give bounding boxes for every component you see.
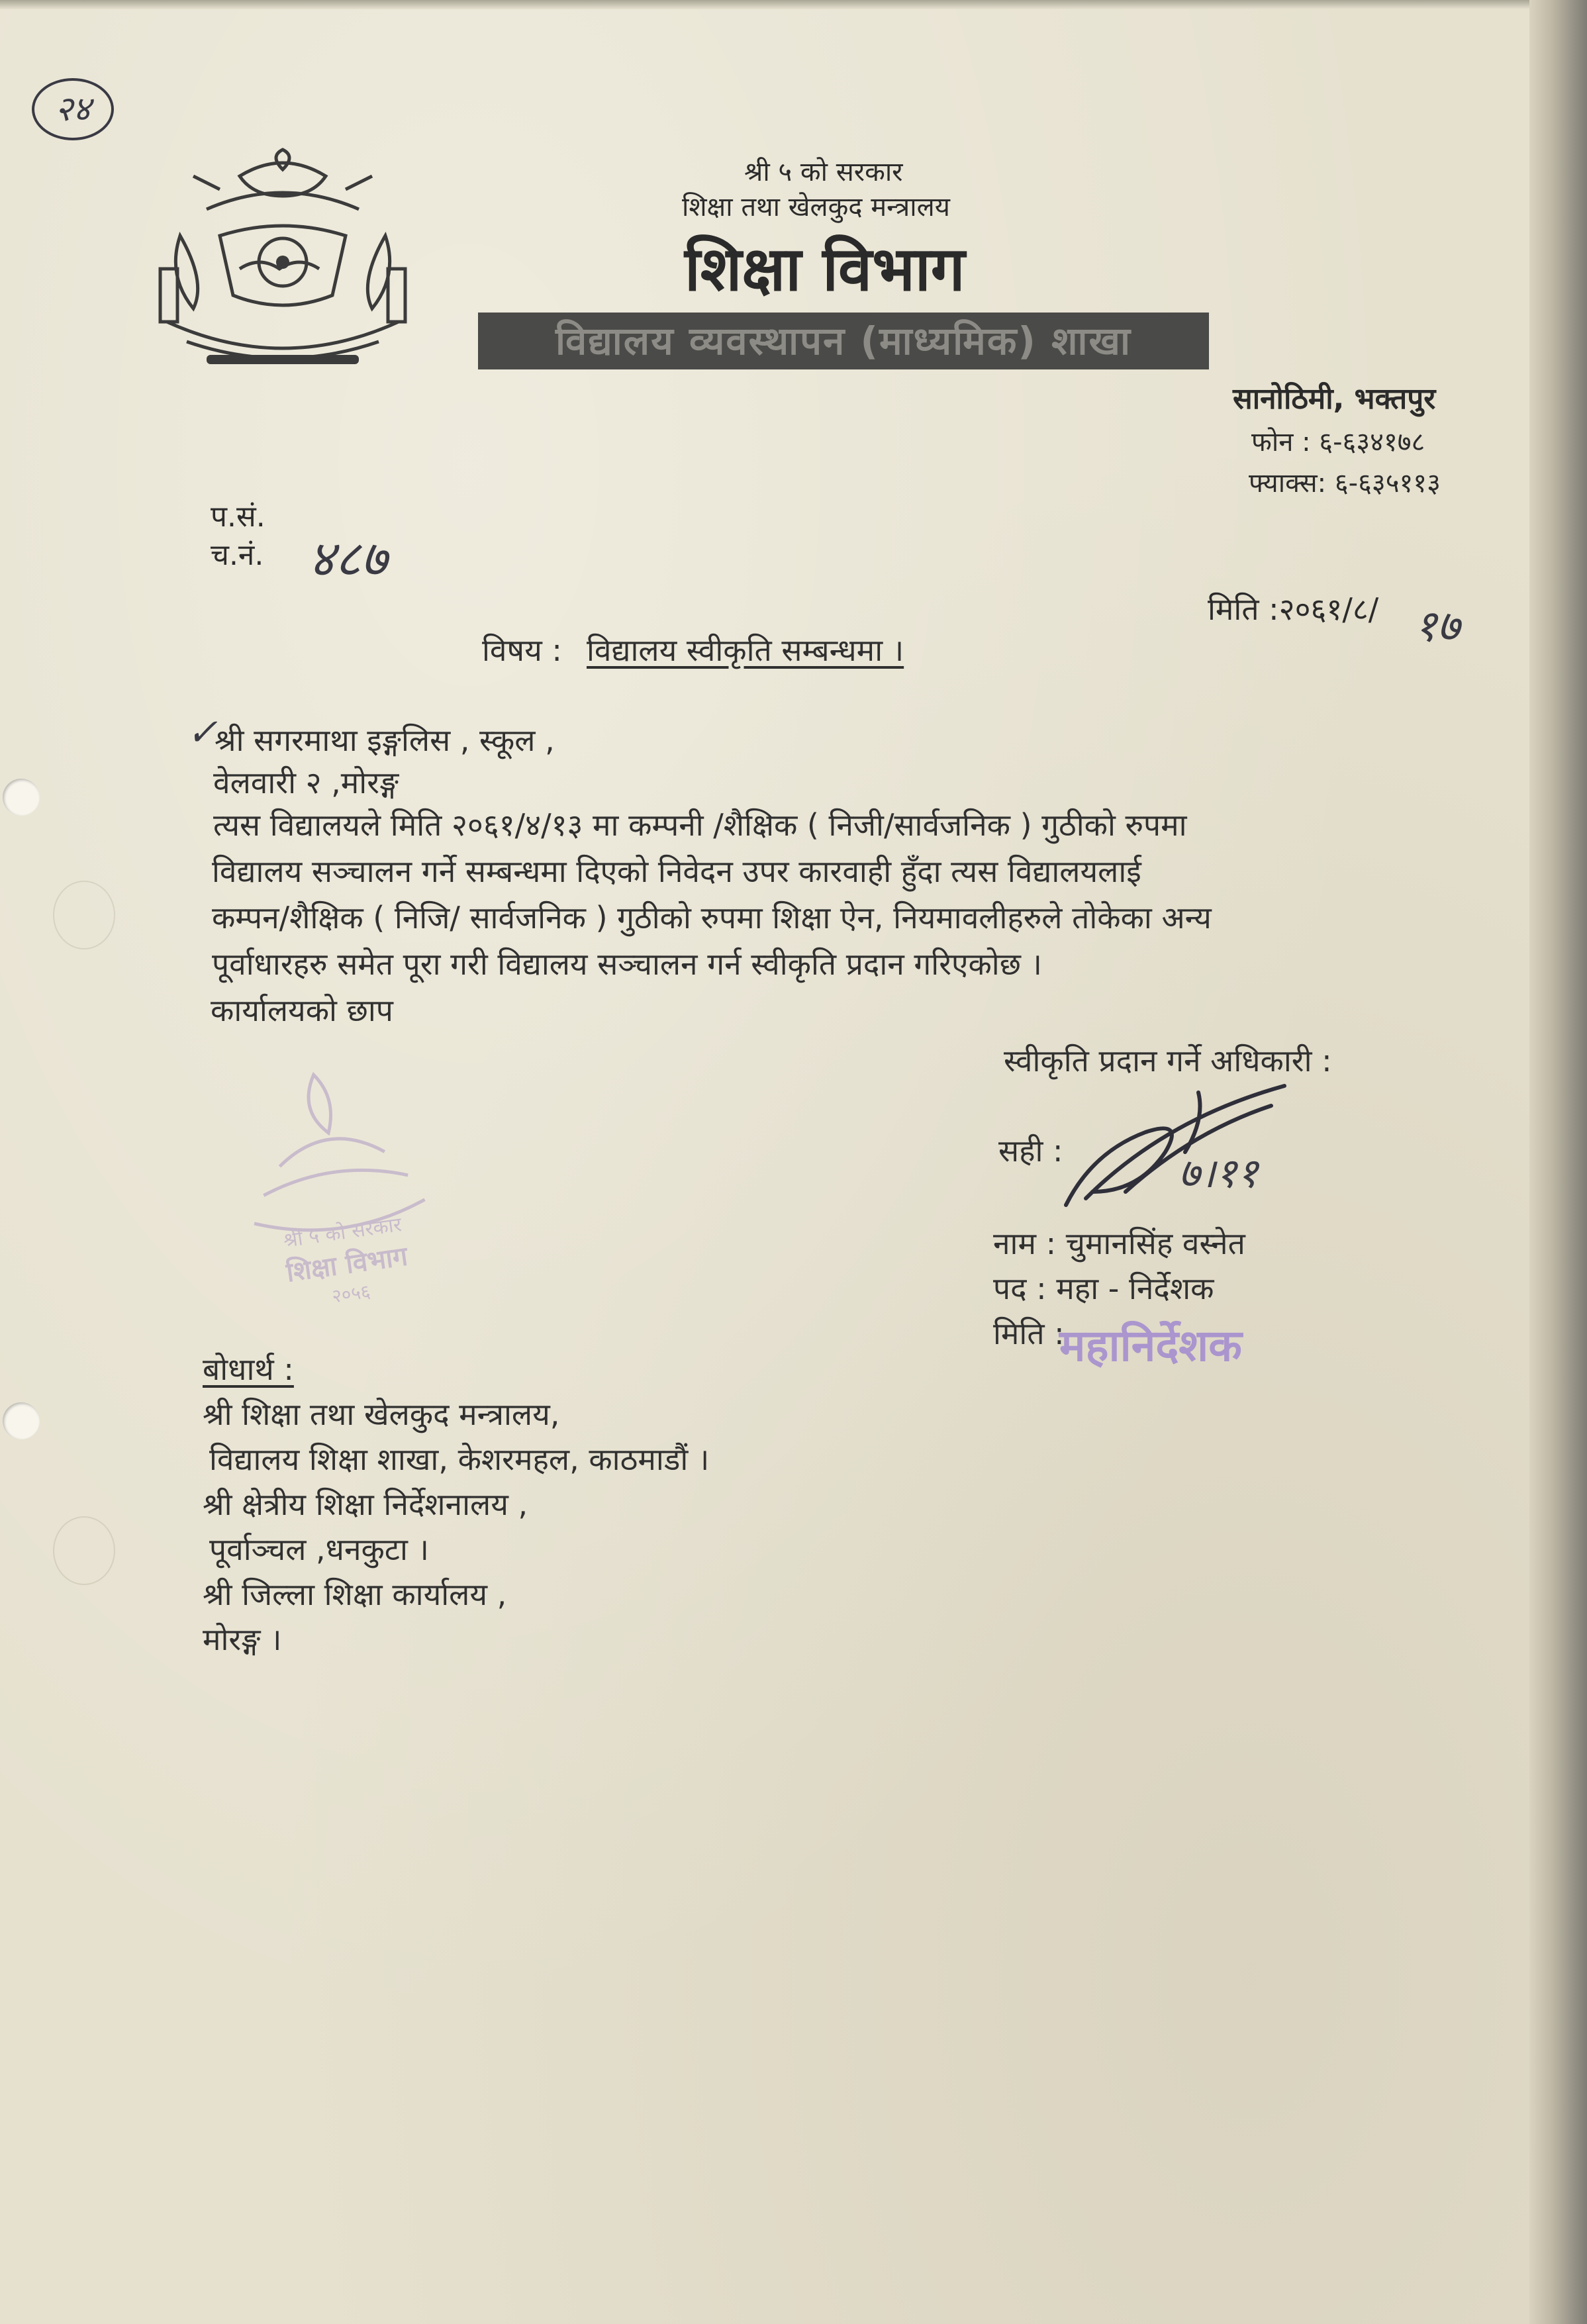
corner-folio-number: २४	[54, 89, 91, 129]
subject-text: विद्यालय स्वीकृति सम्बन्धमा ।	[587, 632, 904, 668]
seal-top-text: श्री ५ को सरकार	[281, 1213, 403, 1253]
office-stamp-label: कार्यालयको छाप	[211, 993, 393, 1028]
cc-line-4: पूर्वाञ्चल ,धनकुटा ।	[209, 1531, 429, 1567]
authority-post: पद : महा - निर्देशक	[993, 1271, 1214, 1306]
scan-top-edge	[0, 0, 1563, 9]
header-government-line: श्री ५ को सरकार	[744, 157, 903, 187]
cc-line-1: श्री शिक्षा तथा खेलकुद मन्त्रालय,	[203, 1396, 560, 1432]
signature-handwritten-date: ७।११	[1178, 1149, 1259, 1197]
office-fax: फ्याक्स: ६-६३५११३	[1249, 468, 1441, 499]
signature-label: सही :	[998, 1133, 1063, 1169]
ref-cn-handwritten-value: ४८७	[309, 529, 387, 588]
cc-line-3: श्री क्षेत्रीय शिक्षा निर्देशनालय ,	[203, 1486, 528, 1522]
header-ministry-line: शिक्षा तथा खेलकुद मन्त्रालय	[682, 192, 950, 222]
body-line-3: कम्पन/शैक्षिक ( निजि/ सार्वजनिक ) गुठीको रुपमा शिक्षा ऐन, नियमावलीहरुले तोकेका अन्य	[212, 900, 1212, 936]
corner-folio-mark	[32, 78, 114, 140]
addressee-line-2: वेलवारी २ ,मोरङ्ग	[213, 765, 399, 800]
office-address: सानोठिमी, भक्तपुर	[1233, 382, 1436, 416]
office-seal-stamp	[181, 1041, 495, 1355]
authority-date-label: मिति :	[993, 1316, 1065, 1351]
header-section-title: विद्यालय व्यवस्थापन (माध्यमिक) शाखा	[555, 318, 1132, 363]
cc-line-6: मोरङ्ग ।	[203, 1622, 282, 1657]
cc-heading: बोधार्थ :	[203, 1351, 294, 1387]
punch-hole-bottom	[3, 1402, 40, 1439]
national-emblem-icon	[140, 136, 425, 388]
ref-ps-label: प.सं.	[211, 500, 265, 534]
letter-date-label: मिति :२०६१/८/	[1208, 591, 1379, 627]
punch-hole-top	[3, 779, 40, 816]
office-phone: फोन : ६-६३४१७८	[1251, 427, 1425, 458]
authority-heading: स्वीकृति प्रदान गर्ने अधिकारी :	[1004, 1043, 1332, 1079]
paper-mark	[53, 1516, 115, 1585]
ref-cn-label: च.नं.	[211, 538, 264, 572]
seal-year-text: २०५६	[330, 1280, 372, 1308]
director-general-stamp: महानिर्देशक	[1059, 1320, 1242, 1371]
header-department-title: शिक्षा विभाग	[685, 234, 965, 305]
scan-right-edge	[1529, 0, 1587, 2324]
cc-line-2: विद्यालय शिक्षा शाखा, केशरमहल, काठमाडौं ।	[209, 1441, 710, 1477]
subject-label: विषय :	[482, 632, 562, 668]
body-line-4: पूर्वाधारहरु समेत पूरा गरी विद्यालय सञ्चालन गर्न स्वीकृति प्रदान गरिएकोछ ।	[212, 946, 1042, 982]
addressee-line-1: श्री सगरमाथा इङ्गलिस , स्कूल ,	[215, 722, 555, 758]
seal-middle-text: शिक्षा विभाग	[284, 1241, 410, 1288]
cc-line-5: श्री जिल्ला शिक्षा कार्यालय ,	[203, 1576, 507, 1612]
seal-emblem-icon	[181, 1041, 495, 1355]
letter-date-handwritten-day: १७	[1414, 601, 1460, 652]
addressee-tick-mark: ✓	[187, 711, 218, 754]
paper-mark	[53, 881, 115, 949]
authority-name: नाम : चुमानसिंह वस्नेत	[993, 1226, 1245, 1261]
header-section-band	[478, 313, 1209, 369]
body-line-2: विद्यालय सञ्चालन गर्ने सम्बन्धमा दिएको निवेदन उपर कारवाही हुँदा त्यस विद्यालयलाई	[212, 853, 1141, 889]
body-line-1: त्यस विद्यालयले मिति २०६१/४/१३ मा कम्पनी /शैक्षिक ( निजी/सार्वजनिक ) गुठीको रुपमा	[213, 807, 1187, 843]
